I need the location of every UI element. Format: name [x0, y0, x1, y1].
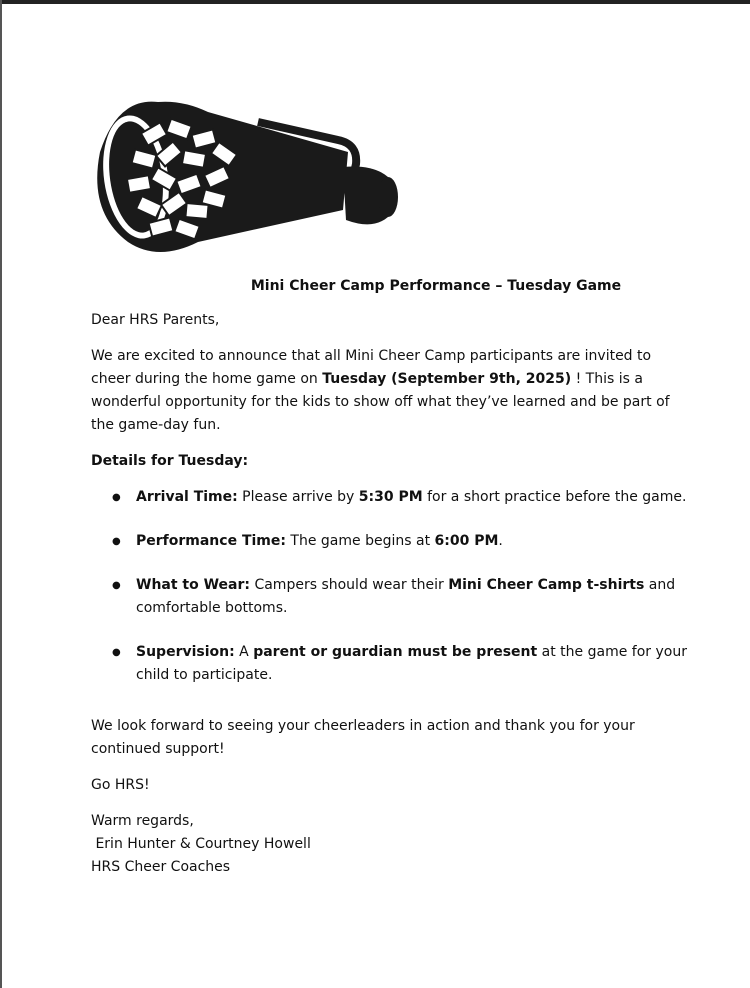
detail-emphasis: Mini Cheer Camp t-shirts: [448, 577, 645, 593]
detail-emphasis: parent or guardian must be present: [253, 644, 538, 660]
intro-date: Tuesday (September 9th, 2025): [322, 371, 572, 387]
detail-item-wear: [91, 574, 691, 620]
detail-text: .: [498, 533, 503, 549]
detail-text: Campers should wear their: [250, 577, 449, 593]
letter-title: Mini Cheer Camp Performance – Tuesday Game: [250, 278, 622, 294]
detail-text: The game begins at: [285, 533, 435, 549]
detail-emphasis: 6:00 PM: [434, 533, 499, 549]
details-list: [91, 486, 691, 687]
intro-paragraph: [91, 345, 691, 437]
signature-block: [91, 810, 691, 879]
letter: [91, 275, 691, 879]
detail-text: A: [234, 644, 254, 660]
detail-text: and comfortable bottoms.: [136, 577, 676, 616]
detail-label: Supervision:: [136, 644, 235, 660]
detail-label: Performance Time:: [136, 533, 286, 549]
detail-text: at the game for your child to participate.: [136, 644, 687, 683]
detail-label: Arrival Time:: [136, 489, 238, 505]
top-border: [0, 0, 750, 4]
bullet-icon: ●: [112, 492, 121, 503]
closing-paragraph: We look forward to seeing your cheerleaders in action and thank you for your continued support!: [91, 718, 635, 757]
detail-label: What to Wear:: [136, 577, 250, 593]
intro-text-2: ! This is a wonderful opportunity for the kids to show off what they’ve learned and be part of the game-day fun.: [91, 371, 670, 433]
left-border: [0, 0, 2, 988]
detail-emphasis: 5:30 PM: [358, 489, 423, 505]
greeting: Dear HRS Parents,: [91, 312, 220, 328]
detail-item-supervision: [91, 641, 691, 687]
megaphone-pompom-icon: [88, 92, 408, 262]
intro-text-1: We are excited to announce that all Mini Cheer Camp participants are invited to cheer during the home game on: [91, 348, 652, 387]
bullet-icon: ●: [112, 647, 121, 658]
detail-text: Please arrive by: [237, 489, 359, 505]
detail-item-performance: [91, 530, 691, 553]
detail-item-arrival: [91, 486, 691, 509]
details-heading: Details for Tuesday:: [91, 453, 249, 469]
detail-text: for a short practice before the game.: [422, 489, 687, 505]
bullet-icon: ●: [112, 580, 121, 591]
signoff: Warm regards,: [91, 813, 194, 829]
cheer-line: Go HRS!: [91, 777, 150, 793]
signer-role: HRS Cheer Coaches: [91, 859, 231, 875]
bullet-icon: ●: [112, 536, 121, 547]
signer-names: Erin Hunter & Courtney Howell: [91, 836, 311, 852]
